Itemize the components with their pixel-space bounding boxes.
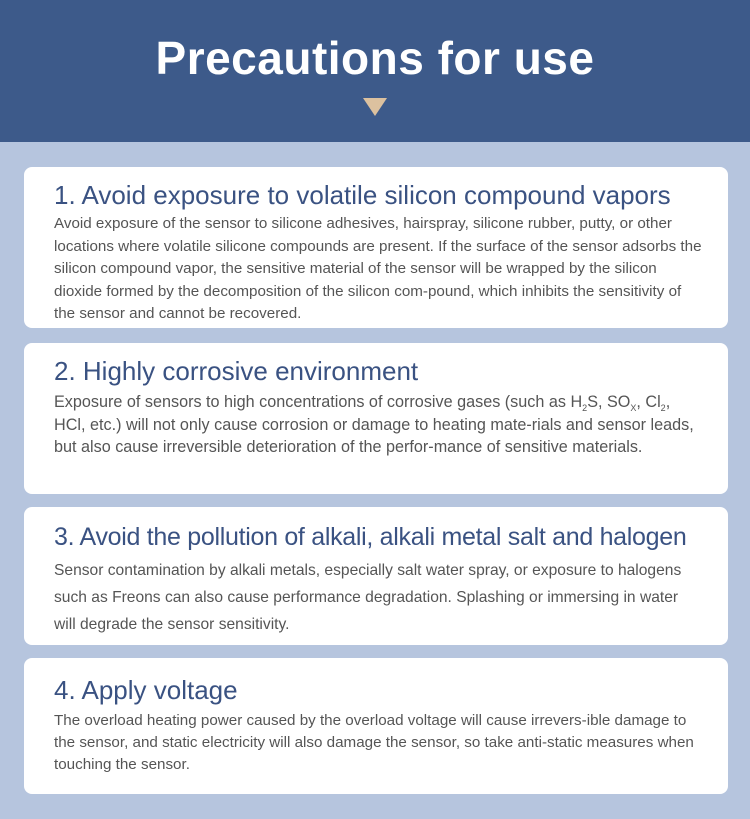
- precaution-card-1: [24, 167, 728, 328]
- precaution-card-4: [24, 658, 728, 794]
- card-title: 2. Highly corrosive environment: [54, 356, 419, 386]
- card-title: 3. Avoid the pollution of alkali, alkali metal salt and halogen: [54, 523, 687, 551]
- body-text: Exposure of sensors to high concentrations of corrosive gases (such as H: [54, 393, 583, 411]
- body-text: , Cl: [636, 393, 661, 411]
- subscript: 2: [582, 403, 588, 414]
- body-text: , HCl, etc.) will not only cause corrosion or damage to heating mate-rials and sensor leads, but also cause irreversible deterioration of the perfor-mance of sensitive materials.: [54, 393, 694, 457]
- card-title: 1. Avoid exposure to volatile silicon compound vapors: [54, 180, 671, 210]
- subscript: 2: [660, 403, 666, 414]
- page-title: Precautions for use: [155, 32, 595, 84]
- precaution-card-3: [24, 507, 728, 645]
- card-body: Sensor contamination by alkali metals, especially salt water spray, or exposure to halogens such as Freons can also cause performance degradation. Splashing or immersing in water will degrade the sensor sensitivity.: [54, 562, 682, 633]
- body-text: S, SO: [587, 393, 631, 411]
- card-title: 4. Apply voltage: [54, 675, 238, 705]
- subscript: X: [630, 403, 637, 414]
- card-body: The overload heating power caused by the overload voltage will cause irrevers-ible damage to the sensor, and static electricity will also damage the sensor, so take anti-static measures when touching the sensor.: [54, 712, 694, 773]
- precaution-card-2: [24, 343, 728, 494]
- header-banner: [0, 0, 750, 142]
- card-body: Avoid exposure of the sensor to silicone adhesives, hairspray, silicone rubber, putty, or other locations where volatile silicone compounds are present. If the surface of the sensor adsorbs the silicon compound vapor, the sensitive material of the sensor will be wrapped by the silicon dioxide formed by the decomposition of the silicon com-pound, which inhibits the sensitivity of the sensor and cannot be recovered.: [54, 215, 702, 323]
- down-arrow-icon: [363, 98, 387, 116]
- card-body: [54, 391, 704, 459]
